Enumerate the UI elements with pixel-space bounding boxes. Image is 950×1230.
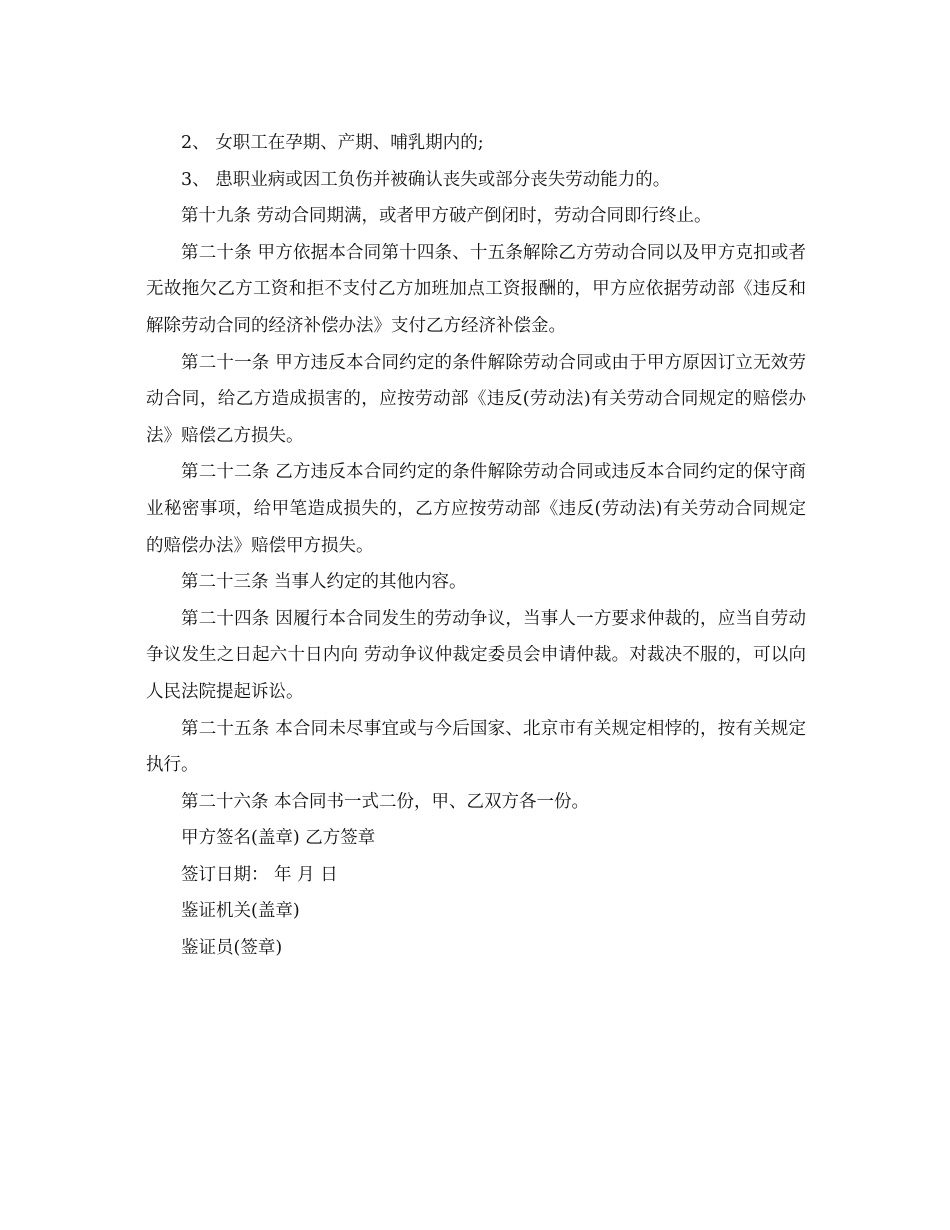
article-23: 第二十三条 当事人约定的其他内容。 xyxy=(181,572,467,593)
article-21: 第二十一条 甲方违反本合同约定的条件解除劳动合同或由于甲方原因订立无效劳动合同，给乙方造成损害的，应按劳动部《违反(劳动法)有关劳动合同规定的赔偿办法》赔偿乙方损失。 xyxy=(146,352,806,446)
signature-line: 甲方签名(盖章) 乙方签章 xyxy=(181,828,376,849)
article-25: 第二十五条 本合同未尽事宜或与今后国家、北京市有关规定相悖的，按有关规定执行。 xyxy=(146,718,806,776)
certifying-authority-line: 鉴证机关(盖章) xyxy=(181,901,300,922)
article-26: 第二十六条 本合同书一式二份，甲、乙双方各一份。 xyxy=(181,791,590,812)
article-20: 第二十条 甲方依据本合同第十四条、十五条解除乙方劳动合同以及甲方克扣或者无故拖欠乙方工资和拒不支付乙方加班加点工资报酬的，甲方应依据劳动部《违反和解除劳动合同的经济补偿办法》支付乙方经济补偿金。 xyxy=(146,242,806,336)
certifier-line: 鉴证员(签章) xyxy=(181,938,283,959)
article-24: 第二十四条 因履行本合同发生的劳动争议，当事人一方要求仲裁的，应当自劳动争议发生之日起六十日内向 劳动争议仲裁定委员会申请仲裁。对裁决不服的，可以向人民法院提起诉讼。 xyxy=(146,608,806,702)
signing-date-line: 签订日期： 年 月 日 xyxy=(181,864,338,885)
list-item-occupational-disease: 3、 患职业病或因工负伤并被确认丧失或部分丧失劳动能力的。 xyxy=(181,169,671,190)
list-item-female-workers: 2、 女职工在孕期、产期、哺乳期内的; xyxy=(181,133,484,153)
article-19: 第十九条 劳动合同期满，或者甲方破产倒闭时，劳动合同即行终止。 xyxy=(181,206,712,227)
article-22: 第二十二条 乙方违反本合同约定的条件解除劳动合同或违反本合同约定的保守商业秘密事项，给甲笔造成损失的，乙方应按劳动部《违反(劳动法)有关劳动合同规定的赔偿办法》赔偿甲方损失。 xyxy=(146,462,806,556)
document-page xyxy=(146,125,806,967)
